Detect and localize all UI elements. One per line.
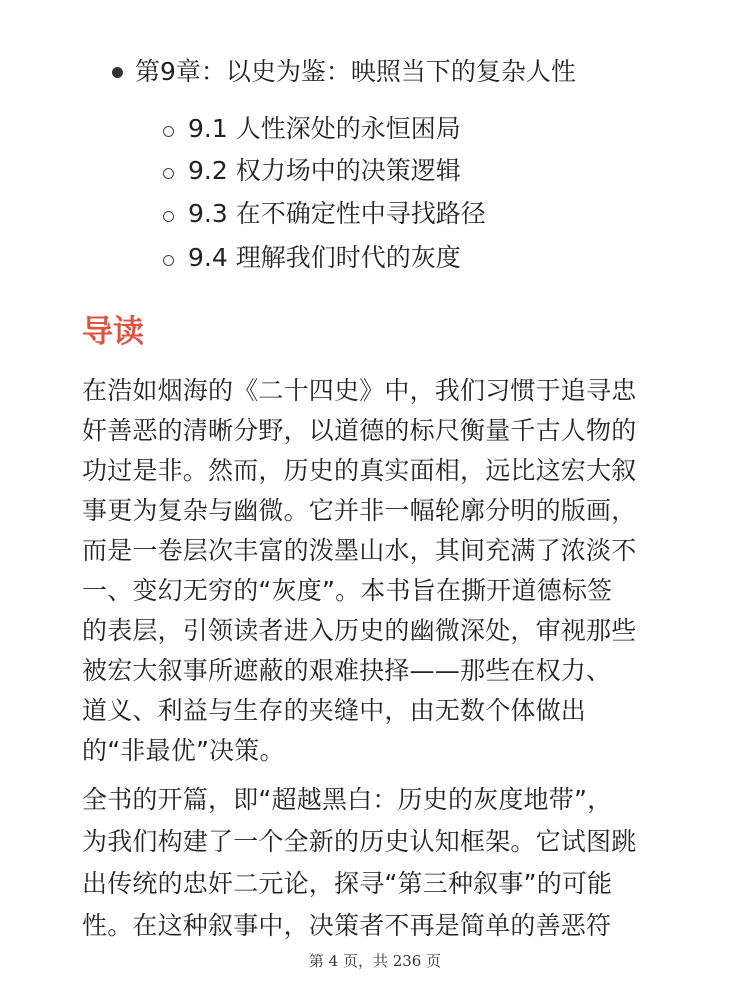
hollow-bullet-icon xyxy=(163,255,174,266)
hollow-bullet-icon xyxy=(163,211,174,222)
toc-section-item[interactable]: 9.2 权力场中的决策逻辑 xyxy=(188,156,461,185)
paragraph-line: 为我们构建了一个全新的历史认知框架。它试图跳 xyxy=(82,827,637,856)
paragraph-line: 的表层，引领读者进入历史的幽微深处，审视那些 xyxy=(82,616,637,645)
hollow-bullet-icon xyxy=(163,168,174,179)
paragraph-line: 而是一卷层次丰富的泼墨山水，其间充满了浓淡不 xyxy=(82,536,637,565)
paragraph-line: 奸善恶的清晰分野，以道德的标尺衡量千古人物的 xyxy=(82,416,637,445)
hollow-bullet-icon xyxy=(163,126,174,137)
paragraph-line: 全书的开篇，即“超越黑白：历史的灰度地带”， xyxy=(82,785,613,814)
paragraph-line: 的“非最优”决策。 xyxy=(82,736,285,765)
paragraph-line: 被宏大叙事所遮蔽的艰难抉择——那些在权力、 xyxy=(82,656,612,685)
toc-section-item[interactable]: 9.4 理解我们时代的灰度 xyxy=(188,243,461,272)
paragraph-line: 一、变幻无穷的“灰度”。本书旨在撕开道德标签 xyxy=(82,576,613,605)
paragraph-line: 出传统的忠奸二元论，探寻“第三种叙事”的可能 xyxy=(82,869,613,898)
toc-chapter-item[interactable]: 第9章：以史为鉴：映照当下的复杂人性 xyxy=(135,57,576,86)
bullet-icon xyxy=(112,67,123,78)
section-heading: 导读 xyxy=(82,314,144,350)
paragraph-line: 功过是非。然而，历史的真实面相，远比这宏大叙 xyxy=(82,456,637,485)
toc-section-item[interactable]: 9.1 人性深处的永恒困局 xyxy=(188,114,461,143)
paragraph-line: 道义、利益与生存的夹缝中，由无数个体做出 xyxy=(82,696,587,725)
paragraph-line: 事更为复杂与幽微。它并非一幅轮廓分明的版画， xyxy=(82,496,637,525)
paragraph-line: 在浩如烟海的《二十四史》中，我们习惯于追寻忠 xyxy=(82,376,637,405)
paragraph-line: 性。在这种叙事中，决策者不再是简单的善恶符 xyxy=(82,911,612,940)
page-indicator: 第 4 页，共 236 页 xyxy=(308,952,442,970)
toc-section-item[interactable]: 9.3 在不确定性中寻找路径 xyxy=(188,199,486,228)
